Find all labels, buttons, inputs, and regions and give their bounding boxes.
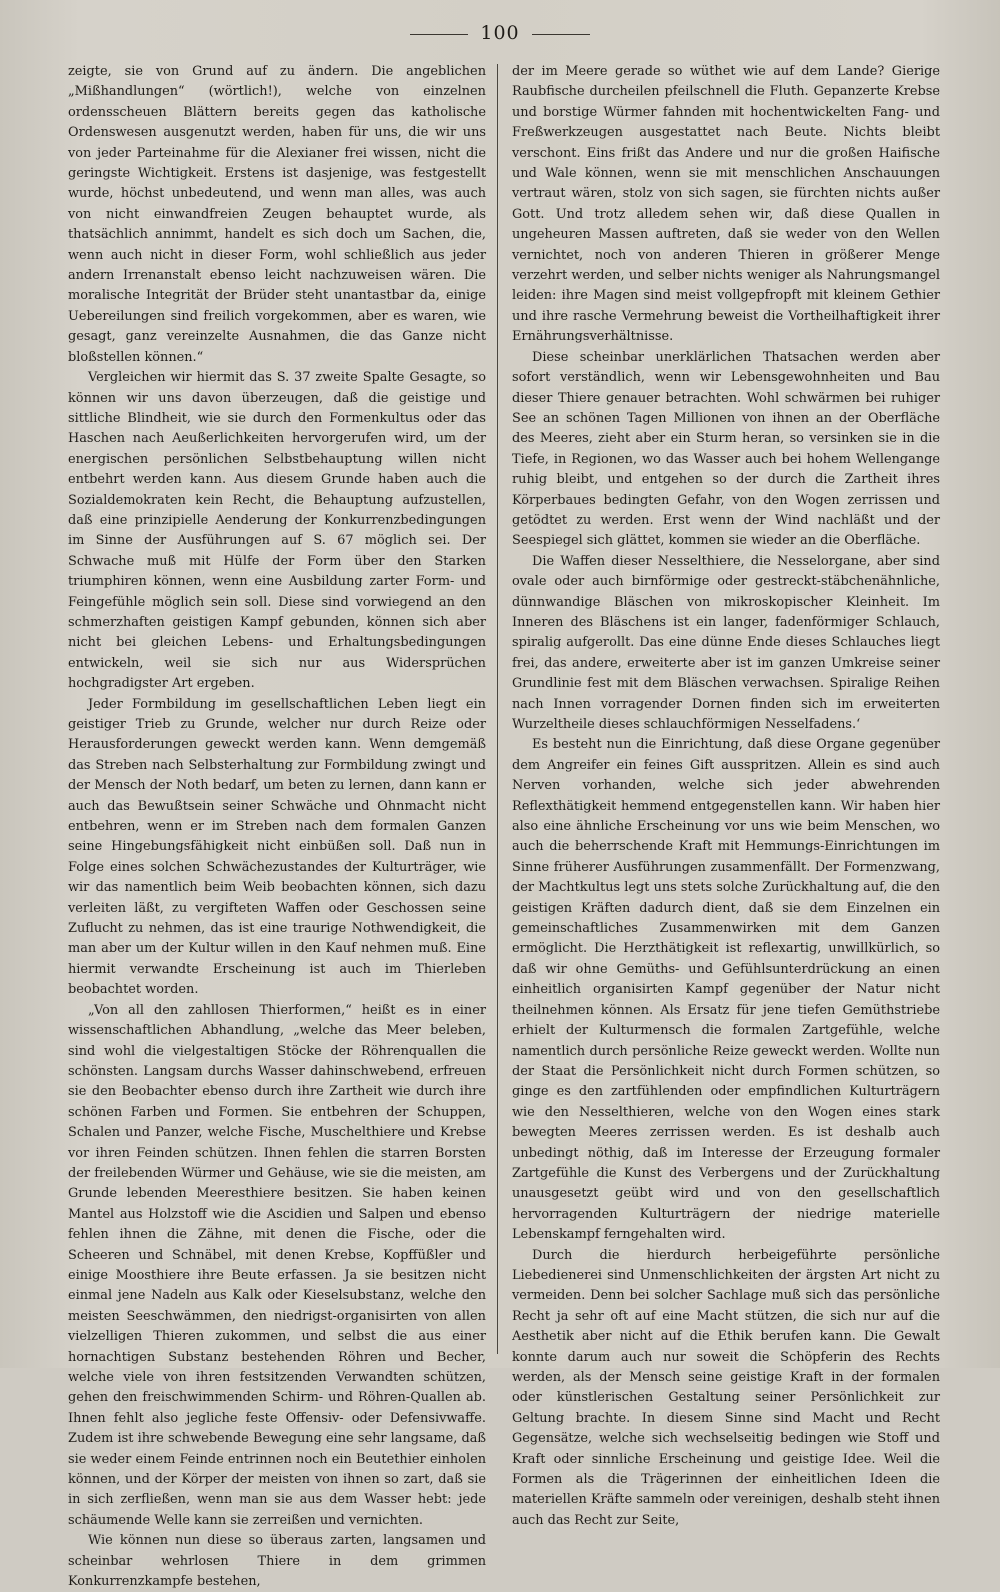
column-divider: [497, 64, 498, 1354]
paragraph: „Von all den zahllosen Thierformen,“ heißt es in einer wissenschaftlichen Abhandlung, „welche das Meer beleben, sind wohl die vielgestaltigen Stöcke der Röhrenquallen die schönsten. Langsam durchs Wasser dahinschwebend, erfreuen sie den Beobachter ebenso durch ihre Zartheit wie durch ihre schönen Farben und Formen. Sie entbehren der Schuppen, Schalen und Panzer, welche Fische, Muschelthiere und Krebse vor ihren Feinden schützen. Ihnen fehlen die starren Borsten der freilebenden Würmer und Gehäuse, wie sie die meisten, am Grunde lebenden Meeresthiere besitzen. Sie haben keinen Mantel aus Holzstoff wie die Ascidien und Salpen und ebenso fehlen ihnen die Zähne, mit denen die Fische, oder die Scheeren und Schnäbel, mit denen Krebse, Kopffüßler und einige Moosthiere ihre Beute erfassen. Ja sie besitzen nicht einmal jene Nadeln aus Kalk oder Kieselsubstanz, welche den meisten Seeschwämmen, den niedrigst-organisirten von allen vielzelligen Thieren zukommen, und selbst die aus einer hornachtigen Substanz bestehenden Röhren und Becher, welche viele von ihren festsitzenden Verwandten schützen, gehen den freischwimmenden Schirm- und Röhren-Quallen ab. Ihnen fehlt also jegliche feste Offensiv- oder Defensivwaffe. Zudem ist ihre schwebende Bewegung eine sehr langsame, daß sie weder einem Feinde entrinnen noch ein Beutethier einholen können, und der Körper der meisten von ihnen so zart, daß sie in sich zerfließen, wenn man sie aus dem Wasser hebt: jede schäumende Welle kann sie zerreißen und vernichten.: [68, 1002, 486, 1528]
paragraph: Wie können nun diese so überaus zarten, langsamen und scheinbar wehrlosen Thiere in dem grimmen Konkurrenzkampfe bestehen,: [68, 1533, 486, 1590]
paragraph: Vergleichen wir hiermit das S. 37 zweite Spalte Gesagte, so können wir uns davon überzeugen, daß die geistige und sittliche Blindheit, wie sie durch den Formenkultus oder das Haschen nach Aeußerlichkeiten hervorgerufen wird, um der energischen persönlichen Selbstbehauptung willen nicht entbehrt werden kann. Aus diesem Grunde haben auch die Sozialdemokraten kein Recht, die Behauptung aufzustellen, daß eine prinzipielle Aenderung der Konkurrenzbedingungen im Sinne der Ausführungen auf S. 67 möglich sei. Der Schwache muß mit Hülfe der Form über den Starken triumphiren können, wenn eine Ausbildung zarter Form- und Feingefühle möglich sein soll. Diese sind vorwiegend an den schmerzhaften geistigen Kampf gebunden, können sich aber nicht bei gleichen Lebens- und Erhaltungsbedingungen entwickeln, weil sie sich nur aus Widersprüchen hochgradigster Art ergeben.: [68, 370, 486, 692]
paragraph: Jeder Formbildung im gesellschaftlichen Leben liegt ein geistiger Trieb zu Grunde, welcher nur durch Reize oder Herausforderungen geweckt werden kann. Wenn demgemäß das Streben nach Selbsterhaltung zur Formbildung zwingt und der Mensch der Noth bedarf, um beten zu lernen, dann kann er auch das Bewußtsein seiner Schwäche und Ohnmacht nicht entbehren, wenn er im Streben nach dem formalen Ganzen seine Hingebungsfähigkeit nicht einbüßen soll. Daß nun in Folge eines solchen Schwächezustandes der Kulturträger, wie wir das namentlich beim Weib beobachten können, sich dazu verleiten läßt, zu vergifteten Waffen oder Geschossen seine Zuflucht zu nehmen, das ist eine traurige Nothwendigkeit, die man aber um der Kultur willen in den Kauf nehmen muß. Eine hiermit verwandte Erscheinung ist auch im Thierleben beobachtet worden.: [68, 696, 486, 998]
right-column: [512, 62, 940, 1528]
paragraph: Die Waffen dieser Nesselthiere, die Nesselorgane, aber sind ovale oder auch birnförmige oder gestreckt-stäbchenähnliche, dünnwandige Bläschen von mikroskopischer Kleinheit. Im Inneren des Bläschens ist ein langer, fadenförmiger Schlauch, spiralig aufgerollt. Das eine dünne Ende dieses Schlauches liegt frei, das andere, erweiterte aber ist im ganzen Umkreise seiner Grundlinie fest mit dem Bläschen verwachsen. Spiralige Reihen nach Innen vorragender Dornen finden sich im erweiterten Wurzeltheile dieses schlauchförmigen Nesselfadens.‘: [512, 553, 940, 732]
page-number: 100: [480, 22, 520, 44]
page-number-header: [0, 22, 1000, 44]
paragraph: der im Meere gerade so wüthet wie auf dem Lande? Gierige Raubfische durcheilen pfeilschnell die Fluth. Gepanzerte Krebse und borstige Würmer fahnden mit hochentwickelten Fang- und Freßwerkzeugen ausgestattet nach Beute. Nichts bleibt verschont. Eins frißt das Andere und nur die großen Haifische und Wale können, wenn sie mit menschlichen Anschauungen vertraut wären, stolz von sich sagen, sie fürchten nichts außer Gott. Und trotz alledem sehen wir, daß diese Quallen in ungeheuren Massen auftreten, daß sie weder von den Wellen vernichtet, noch von anderen Thieren in größerer Menge verzehrt werden, und selber nichts weniger als Nahrungsmangel leiden: ihre Magen sind meist vollgepfropft mit kleinem Gethier und ihre rasche Vermehrung beweist die Vortheilhaftigkeit ihrer Ernährungsverhältnisse.: [512, 64, 940, 345]
paragraph: Es besteht nun die Einrichtung, daß diese Organe gegenüber dem Angreifer ein feines Gift ausspritzen. Allein es sind auch Nerven vorhanden, welche sich jeder abwehrenden Reflexthätigkeit hemmend entgegenstellen kann. Wir haben hier also eine ähnliche Erscheinung vor uns wie beim Menschen, wo auch die beherrschende Kraft mit Hemmungs-Einrichtungen im Sinne früherer Ausführungen zusammenfällt. Der Formenzwang, der Machtkultus legt uns stets solche Zurückhaltung auf, die den geistigen Kräften dadurch dient, daß sie dem Einzelnen ein gemeinschaftliches Zusammenwirken mit dem Ganzen ermöglicht. Die Herzthätigkeit ist reflexartig, unwillkürlich, so daß wir ohne Gemüths- und Gefühlsunterdrückung an einen einheitlich organisirten Kampf gegenüber der Natur nicht theilnehmen können. Als Ersatz für jene tiefen Gemüthstriebe erhielt der Kulturmensch die formalen Zartgefühle, welche namentlich durch persönliche Reize geweckt werden. Wollte nun der Staat die Persönlichkeit nicht durch Formen schützen, so ginge es den zartfühlenden oder empfindlichen Kulturträgern wie den Nesselthieren, welche von den Wogen eines stark bewegten Meeres zerrissen werden. Es ist deshalb auch unbedingt nöthig, daß im Interesse der Erzeugung formaler Zartgefühle die Kunst des Verbergens und der Zurückhaltung unausgesetzt geübt wird und von den gesellschaftlich hervorragenden Kulturträgern der niedrige materielle Lebenskampf ferngehalten wird.: [512, 737, 940, 1243]
paragraph: Diese scheinbar unerklärlichen Thatsachen werden aber sofort verständlich, wenn wir Lebensgewohnheiten und Bau dieser Thiere genauer betrachten. Wohl schwärmen bei ruhiger See an schönen Tagen Millionen von ihnen an der Oberfläche des Meeres, zieht aber ein Sturm heran, so versinken sie in die Tiefe, in Regionen, wo das Wasser auch bei hohem Wellengange ruhig bleibt, und entgehen so der durch die Zartheit ihres Körperbaues bedingten Gefahr, von den Wogen zerrissen und getödtet zu werden. Erst wenn der Wind nachläßt und der Seespiegel sich glättet, kommen sie wieder an die Oberfläche.: [512, 349, 940, 549]
header-rule-right: [532, 34, 590, 35]
paragraph: zeigte, sie von Grund auf zu ändern. Die angeblichen „Mißhandlungen“ (wörtlich!), welche von einzelnen ordensscheuen Blättern bereits gegen das katholische Ordenswesen ausgenutzt werden, haben für uns, die wir uns von jeder Parteinahme für die Alexianer frei wissen, nicht die geringste Wichtigkeit. Erstens ist dasjenige, was festgestellt wurde, höchst unbedeutend, und wenn man alles, was auch von nicht einwandfreien Zeugen behauptet wurde, als thatsächlich annimmt, handelt es sich doch um Sachen, die, wenn auch nicht in dieser Form, wohl schließlich aus jeder andern Irrenanstalt ebenso leicht nachzuweisen wären. Die moralische Integrität der Brüder steht unantastbar da, einige Uebereilungen sind freilich vorgekommen, aber es waren, wie gesagt, ganz vereinzelte Ausnahmen, die das Ganze nicht bloßstellen können.“: [68, 64, 486, 365]
paragraph: Durch die hierdurch herbeigeführte persönliche Liebedienerei sind Unmenschlichkeiten der ärgsten Art nicht zu vermeiden. Denn bei solcher Sachlage muß sich das persönliche Recht ja sehr oft auf eine Macht stützen, die sich nur auf die Aesthetik aber nicht auf die Ethik berufen kann. Die Gewalt konnte darum auch nur soweit die Schöpferin des Rechts werden, als der Mensch seine geistige Kraft in der formalen oder künstlerischen Gestaltung seiner Persönlichkeit zur Geltung brachte. In diesem Sinne sind Macht und Recht Gegensätze, welche sich wechselseitig bedingen wie Stoff und Kraft oder sinnliche Erscheinung und geistige Idee. Weil die Formen als die Trägerinnen der einheitlichen Ideen die materiellen Kräfte sammeln oder vereinigen, deshalb steht ihnen auch das Recht zur Seite,: [512, 1247, 940, 1528]
header-rule-left: [410, 34, 468, 35]
left-column: [68, 62, 486, 1590]
